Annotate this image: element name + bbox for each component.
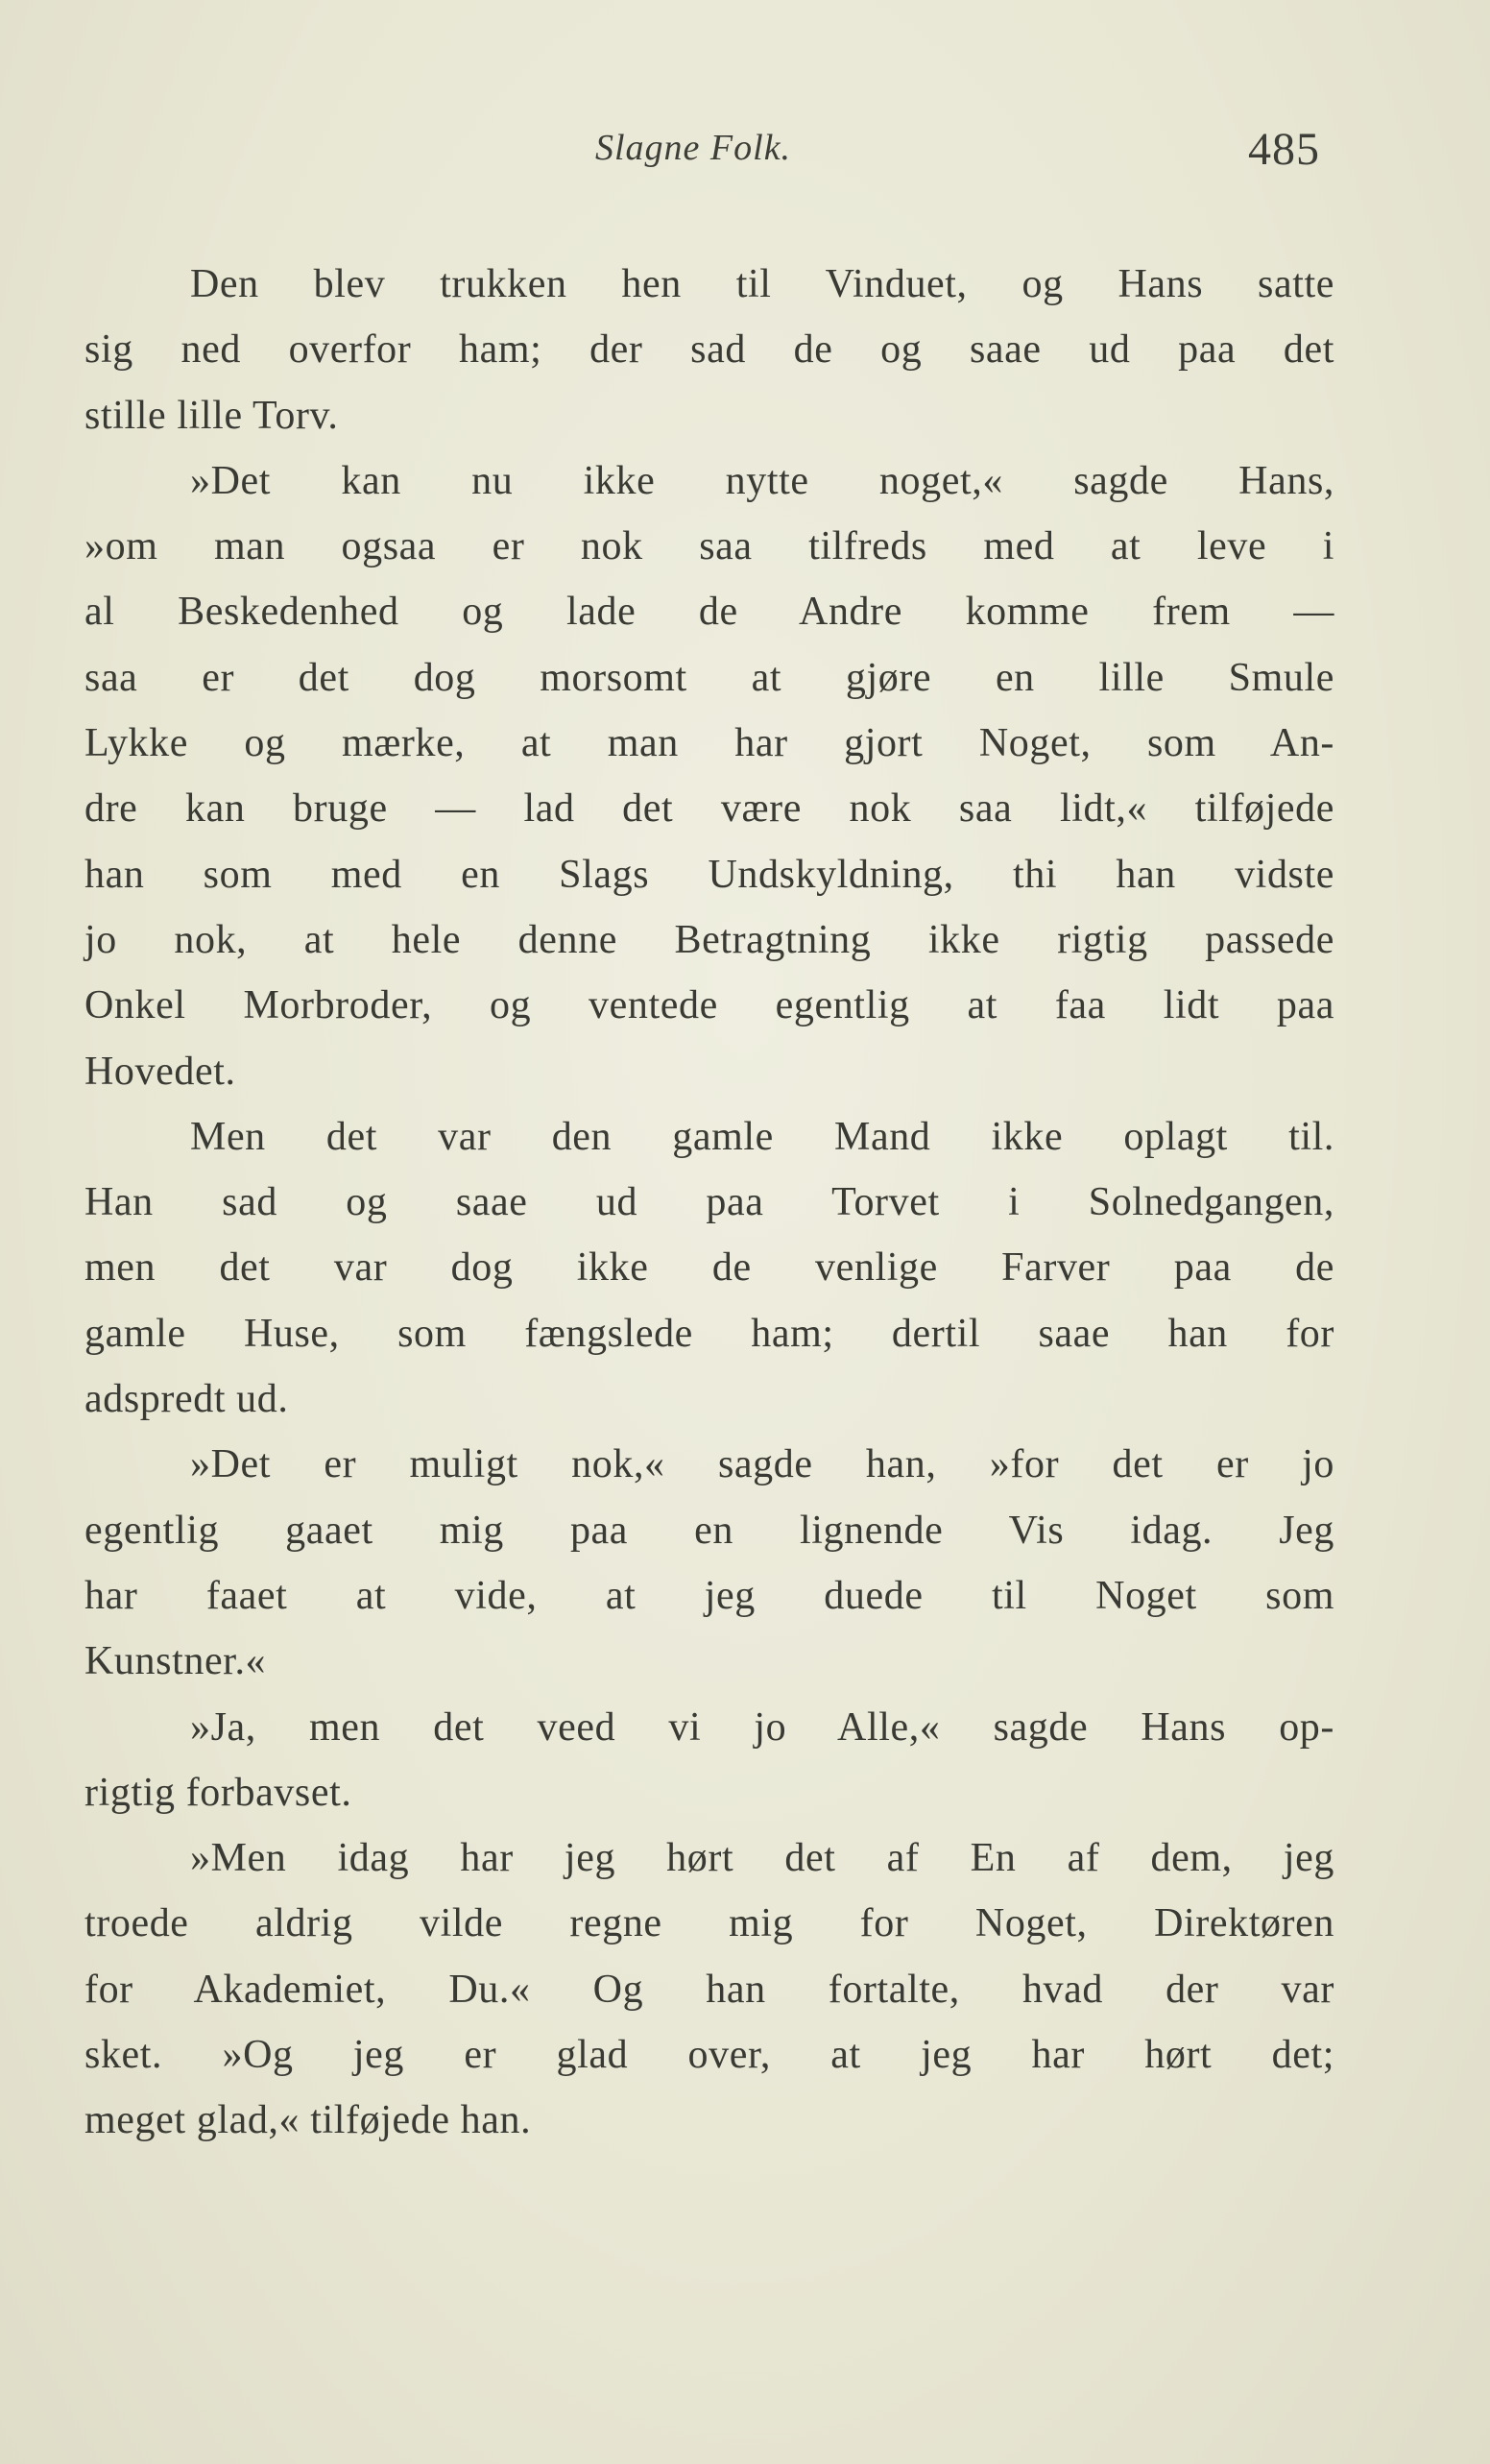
- text-line: rigtig forbavset.: [84, 1770, 352, 1815]
- text-line: Lykke og mærke, at man har gjort Noget, som An-: [84, 721, 1334, 766]
- running-title: Slagne Folk.: [595, 128, 792, 168]
- text-line: Kunstner.«: [84, 1639, 267, 1684]
- text-line: jo nok, at hele denne Betragtning ikke rigtig passede: [84, 917, 1334, 962]
- text-line: »Men idag har jeg hørt det af En af dem, jeg: [190, 1836, 1334, 1881]
- text-line: egentlig gaaet mig paa en lignende Vis idag. Jeg: [84, 1508, 1334, 1553]
- text-line: Hovedet.: [84, 1049, 236, 1094]
- text-line: for Akademiet, Du.« Og han fortalte, hvad der var: [84, 1967, 1334, 2012]
- running-head: [0, 123, 1490, 181]
- text-line: troede aldrig vilde regne mig for Noget, Direktøren: [84, 1901, 1334, 1946]
- text-line: gamle Huse, som fængslede ham; dertil saae han for: [84, 1311, 1334, 1356]
- text-line: Han sad og saae ud paa Torvet i Solnedgangen,: [84, 1180, 1334, 1225]
- text-line: »om man ogsaa er nok saa tilfreds med at leve i: [84, 524, 1334, 569]
- text-line: sket. »Og jeg er glad over, at jeg har hørt det;: [84, 2033, 1334, 2078]
- text-line: sig ned overfor ham; der sad de og saae ud paa det: [84, 327, 1334, 373]
- text-line: »Ja, men det veed vi jo Alle,« sagde Hans op-: [190, 1704, 1334, 1750]
- text-line: al Beskedenhed og lade de Andre komme frem —: [84, 590, 1334, 635]
- body-text: [84, 252, 1334, 2154]
- text-line: meget glad,« tilføjede han.: [84, 2098, 532, 2143]
- text-line: »Det er muligt nok,« sagde han, »for det er jo: [190, 1442, 1334, 1487]
- text-line: dre kan bruge — lad det være nok saa lidt,« tilføjede: [84, 786, 1334, 832]
- text-line: saa er det dog morsomt at gjøre en lille Smule: [84, 655, 1334, 700]
- text-line: han som med en Slags Undskyldning, thi han vidste: [84, 852, 1334, 897]
- text-line: »Det kan nu ikke nytte noget,« sagde Hans,: [190, 458, 1334, 503]
- text-line: adspredt ud.: [84, 1377, 289, 1422]
- text-line: har faaet at vide, at jeg duede til Noget som: [84, 1573, 1334, 1618]
- text-line: Onkel Morbroder, og ventede egentlig at faa lidt paa: [84, 983, 1334, 1028]
- text-line: men det var dog ikke de venlige Farver paa de: [84, 1245, 1334, 1291]
- text-line: stille lille Torv.: [84, 393, 339, 438]
- text-line: Men det var den gamle Mand ikke oplagt til.: [190, 1114, 1334, 1159]
- page-number: 485: [1248, 124, 1320, 175]
- text-line: Den blev trukken hen til Vinduet, og Hans satte: [190, 262, 1334, 306]
